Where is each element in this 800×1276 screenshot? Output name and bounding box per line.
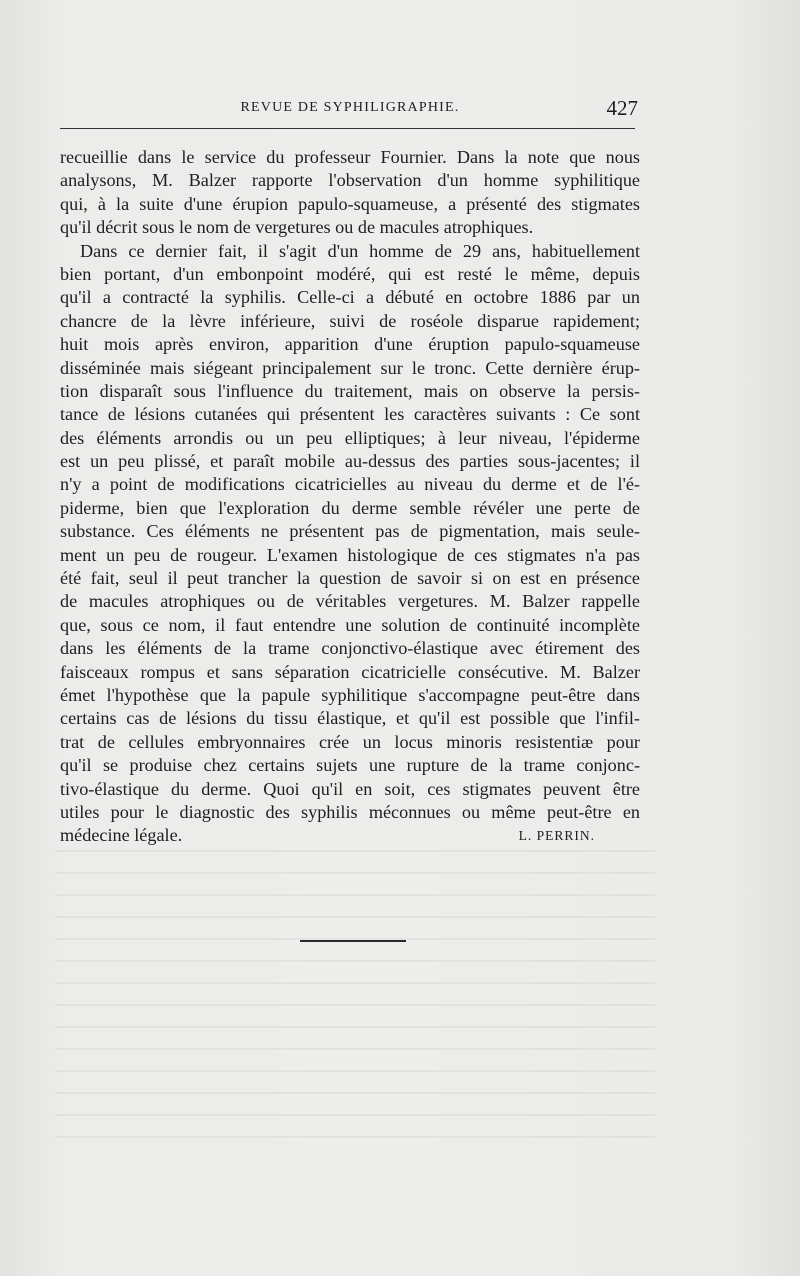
text-line: analysons, M. Balzer rapporte l'observation d'un homme syphilitique bbox=[60, 170, 640, 191]
text-line: qu'il a contracté la syphilis. Celle-ci a débuté en octobre 1886 par un bbox=[60, 287, 640, 308]
final-line-text: médecine légale. bbox=[60, 825, 183, 846]
text-line: recueillie dans le service du professeur Fournier. Dans la note que nous bbox=[60, 147, 640, 167]
text-line: tion disparaît sous l'influence du traitement, mais on observe la persis- bbox=[60, 380, 640, 401]
author-signature: L. PERRIN. bbox=[518, 828, 595, 844]
text-line: substance. Ces éléments ne présentent pas de pigmentation, mais seule- bbox=[60, 521, 640, 542]
text-line: n'y a point de modifications cicatricielles au niveau du derme et de l'é- bbox=[60, 474, 640, 495]
bleed-through-texture bbox=[55, 840, 655, 1140]
running-title: REVUE DE SYPHILIGRAPHIE. bbox=[240, 100, 460, 115]
text-line: que, sous ce nom, il faut entendre une solution de continuité incomplète bbox=[60, 614, 640, 635]
text-line: qui, à la suite d'une érupion papulo-squameuse, a présenté des stigmates bbox=[60, 193, 640, 214]
page-number: 427 bbox=[606, 96, 638, 120]
text-line: chancre de la lèvre inférieure, suivi de roséole disparue rapidement; bbox=[60, 310, 640, 331]
text-line: Dans ce dernier fait, il s'agit d'un homme de 29 ans, habituellement bbox=[80, 240, 640, 261]
text-line: huit mois après environ, apparition d'une éruption papulo-squameuse bbox=[60, 334, 640, 355]
text-line: tance de lésions cutanées qui présentent les caractères suivants : Ce sont bbox=[60, 404, 640, 425]
text-line: été fait, seul il peut trancher la question de savoir si on est en présence bbox=[60, 568, 640, 589]
text-line: dans les éléments de la trame conjonctivo-élastique avec étirement des bbox=[60, 638, 640, 659]
text-line: des éléments arrondis ou un peu elliptiques; à leur niveau, l'épiderme bbox=[60, 427, 640, 448]
running-head bbox=[60, 96, 640, 126]
text-line: utiles pour le diagnostic des syphilis méconnues ou même peut-être en bbox=[60, 801, 640, 822]
text-line: trat de cellules embryonnaires crée un locus minoris resistentiæ pour bbox=[60, 731, 640, 752]
text-line: émet l'hypothèse que la papule syphilitique s'accompagne peut-être dans bbox=[60, 684, 640, 705]
text-line: ment un peu de rougeur. L'examen histologique de ces stigmates n'a pas bbox=[60, 544, 640, 565]
end-rule bbox=[300, 940, 406, 942]
final-line bbox=[60, 824, 640, 847]
text-line: certains cas de lésions du tissu élastique, et qu'il est possible que l'infil- bbox=[60, 708, 640, 729]
text-line: de macules atrophiques ou de véritables vergetures. M. Balzer rappelle bbox=[60, 591, 640, 612]
text-line: tivo-élastique du derme. Quoi qu'il en soit, ces stigmates peuvent être bbox=[60, 778, 640, 799]
header-rule bbox=[60, 128, 635, 129]
text-line: qu'il décrit sous le nom de vergetures ou de macules atrophiques. bbox=[60, 217, 534, 238]
text-line: faisceaux rompus et sans séparation cicatricielle consécutive. M. Balzer bbox=[60, 661, 640, 682]
text-line: est un peu plissé, et paraît mobile au-dessus des parties sous-jacentes; il bbox=[60, 451, 640, 472]
text-line: piderme, bien que l'exploration du derme semble révéler une perte de bbox=[60, 497, 640, 518]
article-body bbox=[60, 146, 640, 848]
text-line: bien portant, d'un embonpoint modéré, qui est resté le même, depuis bbox=[60, 263, 640, 284]
text-line: qu'il se produise chez certains sujets une rupture de la trame conjonc- bbox=[60, 755, 640, 776]
text-line: disséminée mais siégeant principalement sur le tronc. Cette dernière érup- bbox=[60, 357, 640, 378]
